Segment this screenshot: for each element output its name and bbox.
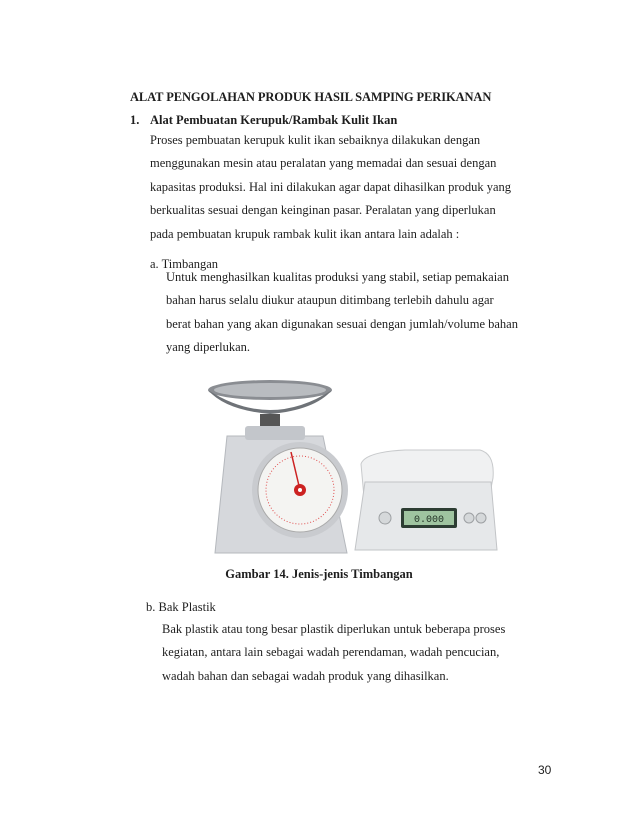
paragraph-line: Proses pembuatan kerupuk kulit ikan sebaiknya dilakukan dengan: [150, 133, 481, 147]
digital-scale-image: [355, 450, 497, 550]
section-number: 1.: [130, 113, 140, 127]
page-number: 30: [538, 763, 552, 777]
section-title: Alat Pembuatan Kerupuk/Rambak Kulit Ikan: [150, 113, 398, 127]
analog-scale-image: [208, 380, 348, 553]
paragraph-line: yang diperlukan.: [166, 340, 251, 355]
paragraph-line: berkualitas sesuai dengan keinginan pasar. Peralatan yang diperlukan: [150, 203, 496, 218]
paragraph-line: wadah bahan dan sebagai wadah produk yang dihasilkan.: [162, 668, 449, 683]
figure-caption: Gambar 14. Jenis-jenis Timbangan: [225, 567, 413, 581]
section-intro-paragraph: [150, 129, 545, 246]
digital-display-readout: 0.000: [413, 515, 445, 526]
paragraph-line: berat bahan yang akan digunakan sesuai dengan jumlah/volume bahan: [166, 316, 518, 331]
paragraph-line: kegiatan, antara lain sebagai wadah perendaman, wadah pencucian,: [162, 645, 500, 660]
paragraph-line: kapasitas produksi. Hal ini dilakukan agar dapat dihasilkan produk yang: [150, 179, 512, 194]
paragraph-line: bahan harus selalu diukur ataupun ditimbang terlebih dahulu agar: [166, 293, 494, 308]
paragraph-line: menggunakan mesin atau peralatan yang memadai dan sesuai dengan: [150, 156, 497, 171]
item-b-paragraph: [162, 618, 546, 688]
paragraph-line: Untuk menghasilkan kualitas produksi yang stabil, setiap pemakaian: [166, 270, 509, 284]
item-a-label: a. Timbangan: [150, 257, 219, 271]
paragraph-line: pada pembuatan krupuk rambak kulit ikan antara lain adalah :: [150, 226, 460, 241]
page-heading: ALAT PENGOLAHAN PRODUK HASIL SAMPING PERIKANAN: [130, 90, 492, 104]
paragraph-line: Bak plastik atau tong besar plastik diperlukan untuk beberapa proses: [162, 622, 506, 636]
item-b-label: b. Bak Plastik: [146, 600, 216, 614]
scales-figure: [205, 378, 505, 563]
item-a-paragraph: [166, 266, 546, 360]
